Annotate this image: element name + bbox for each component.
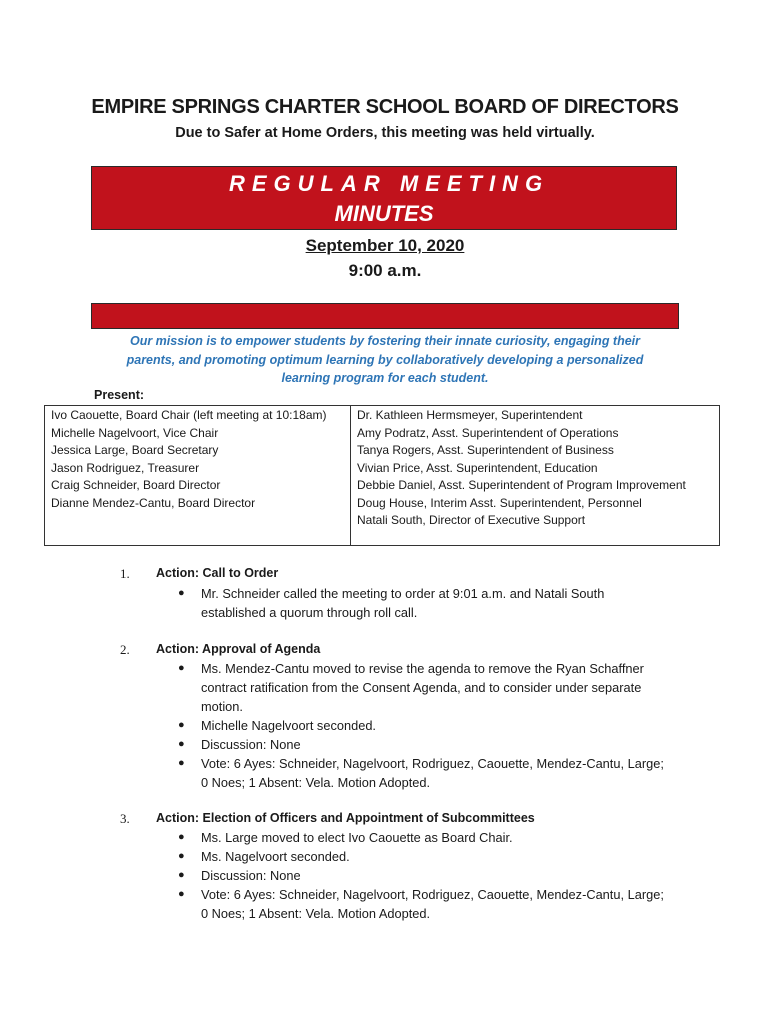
- meeting-banner: [91, 166, 677, 230]
- board-members-column: [45, 406, 351, 545]
- staff-column: [351, 406, 719, 545]
- item-bullets: [178, 584, 668, 622]
- item-number: 3.: [120, 811, 130, 826]
- bullet-item: [178, 866, 668, 885]
- document-subtitle: Due to Safer at Home Orders, this meeting was held virtually.: [175, 125, 595, 141]
- item-bullets: [178, 828, 668, 923]
- bullet-icon: ●: [178, 888, 185, 900]
- bullet-item: [178, 754, 668, 792]
- bullet-item: [178, 885, 668, 923]
- divider-bar: [91, 303, 679, 329]
- staff-member: Tanya Rogers, Asst. Superintendent of Business: [357, 443, 614, 457]
- item-number: 2.: [120, 642, 130, 657]
- bullet-icon: ●: [178, 662, 185, 674]
- item-title: Action: Call to Order: [156, 566, 279, 580]
- mission-statement: Our mission is to empower students by fostering their innate curiosity, engaging their parents, and promoting optimum learning by collaboratively developing a personalized learning program for each student.: [126, 334, 644, 385]
- bullet-item: [178, 584, 668, 622]
- present-label: Present:: [94, 388, 145, 402]
- bullet-item: [178, 828, 668, 847]
- staff-member: Vivian Price, Asst. Superintendent, Education: [357, 460, 598, 475]
- board-member: Dianne Mendez-Cantu, Board Director: [51, 495, 256, 510]
- staff-member: Natali South, Director of Executive Support: [357, 513, 586, 527]
- banner-subtitle: MINUTES: [334, 201, 434, 226]
- bullet-text: Ms. Mendez-Cantu moved to revise the agenda to remove the Ryan Schaffner contract ratification from the Consent Agenda, and to consider under separate motion.: [201, 661, 644, 714]
- meeting-date: September 10, 2020: [305, 236, 465, 255]
- bullet-item: [178, 659, 668, 716]
- banner-title: REGULAR MEETING: [228, 171, 550, 196]
- bullet-item: [178, 735, 668, 754]
- item-title: Action: Approval of Agenda: [156, 642, 321, 656]
- item-title: Action: Election of Officers and Appointment of Subcommittees: [156, 811, 535, 825]
- staff-member: Amy Podratz, Asst. Superintendent of Operations: [357, 425, 619, 440]
- bullet-text: Vote: 6 Ayes: Schneider, Nagelvoort, Rodriguez, Caouette, Mendez-Cantu, Large; 0 Noes; 1 Absent: Vela. Motion Adopted.: [201, 756, 664, 790]
- item-number: 1.: [120, 566, 130, 581]
- bullet-icon: ●: [178, 738, 185, 750]
- staff-member: Dr. Kathleen Hermsmeyer, Superintendent: [357, 408, 583, 422]
- staff-member: Doug House, Interim Asst. Superintendent, Personnel: [357, 495, 642, 510]
- bullet-text: Ms. Large moved to elect Ivo Caouette as Board Chair.: [201, 830, 513, 845]
- meeting-time: 9:00 a.m.: [348, 261, 422, 280]
- bullet-icon: ●: [178, 587, 185, 599]
- board-member: Jason Rodriguez, Treasurer: [51, 460, 200, 475]
- bullet-text: Vote: 6 Ayes: Schneider, Nagelvoort, Rodriguez, Caouette, Mendez-Cantu, Large; 0 Noes; 1 Absent: Vela. Motion Adopted.: [201, 887, 664, 921]
- document-title: EMPIRE SPRINGS CHARTER SCHOOL BOARD OF DIRECTORS: [91, 96, 679, 118]
- bullet-icon: ●: [178, 719, 185, 731]
- bullet-text: Discussion: None: [201, 737, 301, 752]
- bullet-icon: ●: [178, 869, 185, 881]
- bullet-icon: ●: [178, 850, 185, 862]
- item-bullets: [178, 659, 668, 792]
- board-member: Ivo Caouette, Board Chair (left meeting at 10:18am): [51, 408, 327, 422]
- bullet-item: [178, 716, 668, 735]
- bullet-text: Mr. Schneider called the meeting to order at 9:01 a.m. and Natali South established a quorum through roll call.: [201, 586, 605, 620]
- board-member: Craig Schneider, Board Director: [51, 478, 221, 492]
- bullet-text: Michelle Nagelvoort seconded.: [201, 718, 376, 733]
- bullet-text: Discussion: None: [201, 868, 301, 883]
- board-member: Jessica Large, Board Secretary: [51, 443, 219, 457]
- attendance-table: [44, 405, 720, 546]
- board-member: Michelle Nagelvoort, Vice Chair: [51, 425, 219, 440]
- bullet-icon: ●: [178, 831, 185, 843]
- staff-member: Debbie Daniel, Asst. Superintendent of Program Improvement: [357, 478, 686, 492]
- bullet-item: [178, 847, 668, 866]
- bullet-icon: ●: [178, 757, 185, 769]
- bullet-text: Ms. Nagelvoort seconded.: [201, 849, 350, 864]
